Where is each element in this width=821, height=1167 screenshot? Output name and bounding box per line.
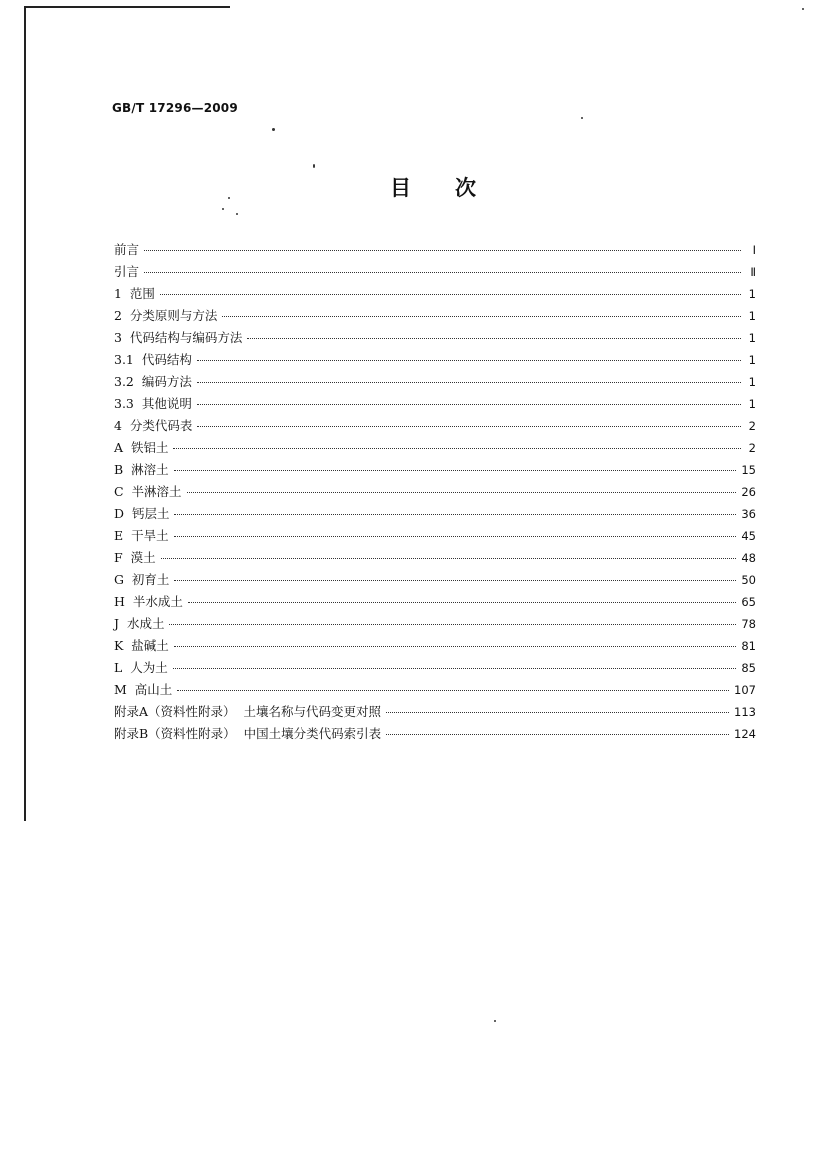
toc-entry-page: 65: [741, 595, 756, 609]
toc-leader-dots: [197, 360, 741, 361]
toc-entry-label: 1 范围: [114, 286, 155, 301]
toc-entry-page: 2: [748, 419, 756, 433]
toc-entry-label: 3 代码结构与编码方法: [114, 330, 243, 345]
title-char-2: 次: [455, 176, 476, 200]
toc-leader-dots: [173, 668, 737, 669]
toc-leader-dots: [174, 580, 736, 581]
toc-entry[interactable]: [114, 548, 756, 570]
toc-entry-page: 1: [748, 375, 756, 389]
toc-entry[interactable]: [114, 262, 756, 284]
toc-leader-dots: [247, 338, 741, 339]
toc-entry-page: 48: [741, 551, 756, 565]
toc-entry-page: 78: [741, 617, 756, 631]
scan-speck: [581, 117, 583, 119]
toc-entry-page: 124: [734, 727, 756, 741]
toc-entry-page: 2: [748, 441, 756, 455]
scan-speck: [228, 197, 230, 199]
toc-entry-page: 15: [741, 463, 756, 477]
toc-entry-page: 113: [734, 705, 756, 719]
scan-border-top: [24, 6, 230, 8]
toc-leader-dots: [187, 492, 737, 493]
toc-leader-dots: [161, 558, 737, 559]
toc-entry[interactable]: [114, 328, 756, 350]
toc-entry-page: 26: [741, 485, 756, 499]
toc-entry-page: 1: [748, 397, 756, 411]
page-title: [390, 172, 476, 202]
toc-leader-dots: [174, 514, 736, 515]
toc-entry-page: 50: [741, 573, 756, 587]
toc-entry[interactable]: [114, 306, 756, 328]
toc-entry-page: 107: [734, 683, 756, 697]
toc-leader-dots: [174, 536, 737, 537]
toc-entry-label: H 半水成土: [114, 594, 183, 609]
toc-entry[interactable]: [114, 350, 756, 372]
table-of-contents: [114, 240, 756, 746]
toc-entry[interactable]: [114, 680, 756, 702]
toc-leader-dots: [173, 448, 741, 449]
scan-speck: [802, 8, 804, 10]
toc-entry[interactable]: [114, 570, 756, 592]
toc-entry[interactable]: [114, 636, 756, 658]
toc-entry-label: E 干旱土: [114, 528, 169, 543]
toc-entry-label: 2 分类原则与方法: [114, 308, 218, 323]
toc-entry-label: 附录B（资料性附录） 中国土壤分类代码索引表: [114, 726, 382, 741]
title-char-1: 目: [390, 176, 411, 200]
toc-entry-label: K 盐碱土: [114, 638, 169, 653]
toc-entry[interactable]: [114, 504, 756, 526]
toc-entry-label: 4 分类代码表: [114, 418, 193, 433]
toc-entry-page: 81: [741, 639, 756, 653]
toc-leader-dots: [386, 734, 729, 735]
toc-leader-dots: [174, 646, 737, 647]
toc-entry-page: 1: [748, 353, 756, 367]
toc-entry[interactable]: [114, 658, 756, 680]
toc-entry-label: L 人为土: [114, 660, 168, 675]
toc-leader-dots: [169, 624, 736, 625]
scan-speck: [222, 208, 224, 210]
scan-speck: [236, 213, 238, 215]
toc-entry[interactable]: [114, 416, 756, 438]
scan-border-left: [24, 6, 26, 821]
scan-speck: [494, 1020, 496, 1022]
toc-entry-label: F 漠土: [114, 550, 156, 565]
toc-leader-dots: [386, 712, 729, 713]
toc-entry-label: 附录A（资料性附录） 土壤名称与代码变更对照: [114, 704, 381, 719]
toc-entry-page: 45: [741, 529, 756, 543]
toc-entry-page: 85: [741, 661, 756, 675]
toc-entry-label: C 半淋溶土: [114, 484, 182, 499]
toc-entry-label: 3.2 编码方法: [114, 374, 192, 389]
toc-entry[interactable]: [114, 614, 756, 636]
toc-leader-dots: [177, 690, 729, 691]
toc-leader-dots: [174, 470, 737, 471]
toc-entry-label: 前言: [114, 242, 140, 257]
toc-entry-label: 3.3 其他说明: [114, 396, 192, 411]
toc-entry-page: Ⅰ: [752, 243, 756, 257]
toc-entry-page: 1: [748, 331, 756, 345]
toc-entry-label: 引言: [114, 264, 140, 279]
toc-entry[interactable]: [114, 724, 756, 746]
toc-entry[interactable]: [114, 284, 756, 306]
toc-entry-label: M 高山土: [114, 682, 173, 697]
toc-entry[interactable]: [114, 460, 756, 482]
scan-speck: [313, 164, 315, 168]
toc-leader-dots: [144, 272, 741, 273]
toc-entry[interactable]: [114, 438, 756, 460]
toc-entry[interactable]: [114, 592, 756, 614]
toc-entry-label: B 淋溶土: [114, 462, 169, 477]
standard-number: GB/T 17296—2009: [112, 101, 238, 115]
scan-speck: [272, 128, 275, 131]
toc-leader-dots: [197, 404, 741, 405]
toc-entry-label: G 初育土: [114, 572, 170, 587]
toc-leader-dots: [188, 602, 737, 603]
toc-entry[interactable]: [114, 394, 756, 416]
toc-entry-page: 36: [741, 507, 756, 521]
toc-entry[interactable]: [114, 372, 756, 394]
toc-entry-page: Ⅱ: [750, 265, 756, 279]
toc-entry-page: 1: [748, 309, 756, 323]
toc-entry-label: 3.1 代码结构: [114, 352, 192, 367]
toc-entry-page: 1: [748, 287, 756, 301]
toc-leader-dots: [197, 382, 741, 383]
toc-leader-dots: [222, 316, 741, 317]
toc-entry-label: J 水成土: [114, 616, 165, 631]
toc-entry[interactable]: [114, 526, 756, 548]
toc-entry[interactable]: [114, 702, 756, 724]
toc-entry[interactable]: [114, 482, 756, 504]
toc-leader-dots: [160, 294, 741, 295]
toc-leader-dots: [197, 426, 741, 427]
toc-entry-label: D 钙层土: [114, 506, 170, 521]
toc-leader-dots: [144, 250, 741, 251]
toc-entry[interactable]: [114, 240, 756, 262]
toc-entry-label: A 铁铝土: [114, 440, 169, 455]
